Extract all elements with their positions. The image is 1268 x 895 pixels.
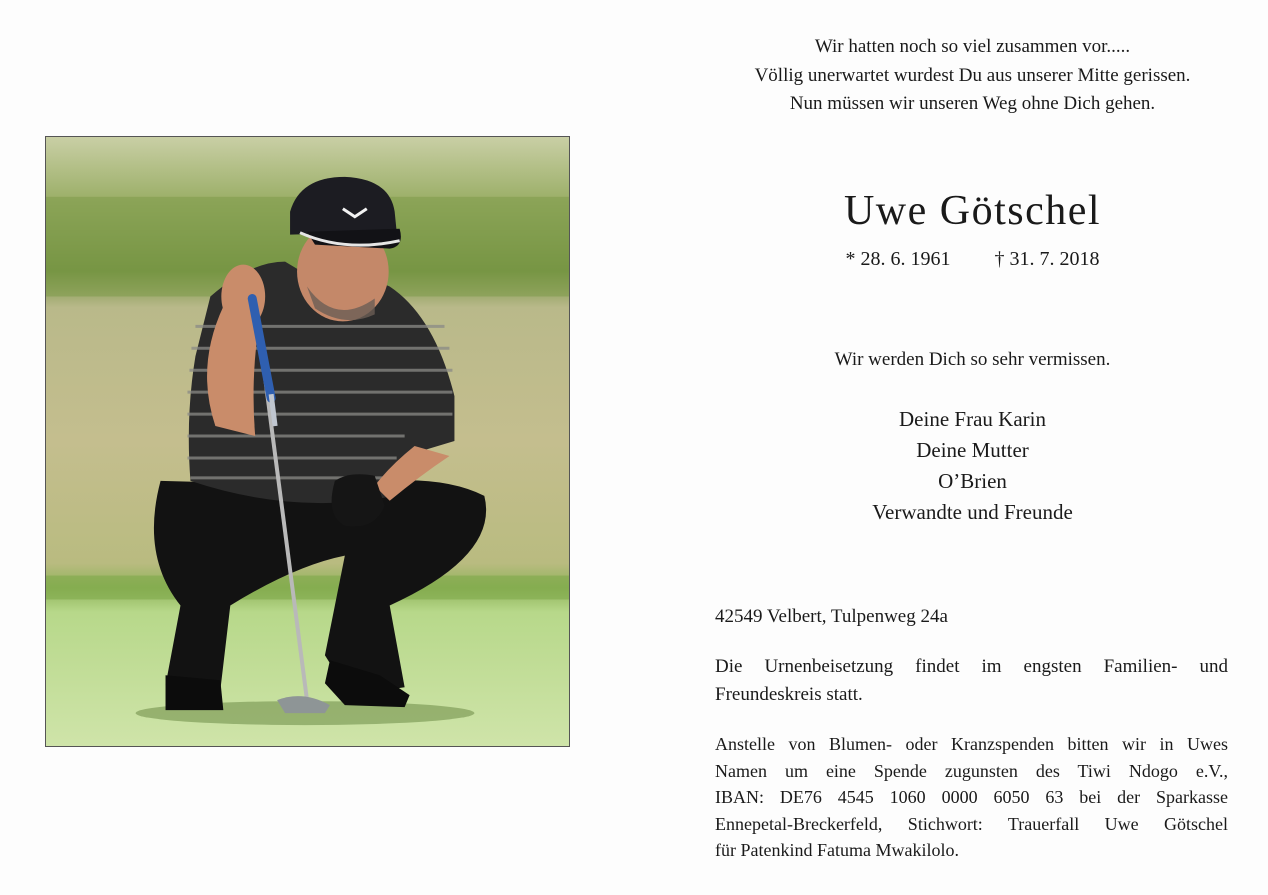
life-dates: [715, 246, 1230, 272]
golfer-photo-image: [46, 137, 569, 746]
donation-line: Ennepetal-Breckerfeld, Stichwort: Trauerfall Uwe Götschel: [715, 813, 1228, 834]
birth-date: * 28. 6. 1961: [845, 248, 951, 270]
golfer-photo: [45, 136, 570, 747]
poem: [715, 33, 1230, 119]
burial-line: Die Urnenbeisetzung findet im engsten Familien- und: [715, 656, 1228, 677]
farewell-line: Wir werden Dich so sehr vermissen.: [834, 349, 1111, 370]
poem-line: Völlig unerwartet wurdest Du aus unserer Mitte gerissen.: [754, 64, 1191, 86]
donation-notice: [715, 731, 1228, 864]
poem-line: Wir hatten noch so viel zusammen vor.....: [814, 36, 1131, 57]
donation-line: Namen um eine Spende zugunsten des Tiwi Ndogo e.V.,: [715, 760, 1228, 781]
mourner: Deine Frau Karin: [899, 407, 1046, 431]
donation-line: IBAN: DE76 4545 1060 0000 6050 63 bei der Sparkasse: [715, 787, 1228, 807]
obituary-text-panel: [715, 0, 1230, 895]
mourner: Verwandte und Freunde: [872, 500, 1073, 524]
mourner: Deine Mutter: [916, 438, 1029, 462]
mourners-list: [715, 404, 1230, 528]
deceased-name: Uwe Götschel: [843, 188, 1102, 234]
death-date: † 31. 7. 2018: [994, 248, 1100, 270]
donation-line: für Patenkind Fatuma Mwakilolo.: [715, 840, 959, 860]
burial-notice: [715, 653, 1228, 709]
mourner: O’Brien: [938, 469, 1007, 493]
burial-line: Freundeskreis statt.: [715, 684, 863, 705]
donation-line: Anstelle von Blumen- oder Kranzspenden bitten wir in Uwes: [715, 734, 1228, 754]
poem-line: Nun müssen wir unseren Weg ohne Dich gehen.: [789, 93, 1156, 114]
address: 42549 Velbert, Tulpenweg 24a: [715, 606, 948, 627]
